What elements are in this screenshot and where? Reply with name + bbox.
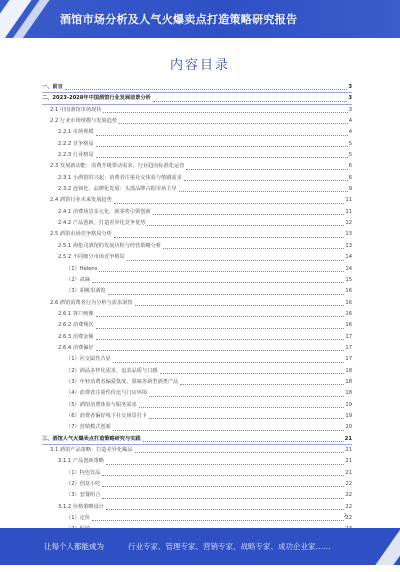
- toc-leader-dots: [96, 157, 348, 158]
- toc-entry-page: 16: [345, 288, 352, 295]
- toc-entry[interactable]: [42, 161, 352, 172]
- toc-entry[interactable]: [42, 456, 352, 467]
- toc-entry-page: 6: [348, 174, 352, 181]
- toc-leader-dots: [143, 441, 344, 442]
- toc-entry-label: （2）贰麻: [66, 276, 91, 283]
- toc-leader-dots: [96, 316, 345, 317]
- toc-leader-dots: [114, 203, 345, 204]
- toc-entry-page: 15: [345, 276, 352, 283]
- toc-entry-page: 18: [345, 390, 352, 397]
- toc-entry-page: 13: [345, 231, 352, 238]
- toc-entry[interactable]: [42, 252, 352, 263]
- toc-entry-page: 21: [344, 435, 352, 442]
- toc-entry-page: 16: [345, 299, 352, 306]
- toc-entry[interactable]: [42, 150, 352, 161]
- toc-entry-page: 17: [345, 344, 352, 351]
- toc-entry-page: 6: [348, 163, 352, 170]
- toc-entry-label: （1）定价: [66, 515, 91, 522]
- toc-entry[interactable]: [42, 320, 352, 331]
- toc-entry-page: 16: [345, 310, 352, 317]
- toc-leader-dots: [113, 362, 345, 363]
- toc-leader-dots: [96, 328, 345, 329]
- toc-entry-label: 2.2.2 竞争格局: [58, 140, 94, 147]
- toc-entry-label: （3）年轻消费者偏爱低度、果味等新型酒类产品: [66, 378, 179, 385]
- toc-entry-page: 22: [345, 492, 352, 499]
- toc-entry-label: 三、酒馆人气火爆卖点打造策略研究与实践: [42, 435, 141, 442]
- toc-entry-page: 3: [348, 95, 352, 102]
- toc-entry-page: 13: [345, 242, 352, 249]
- toc-entry-label: 2.6 酒馆消费者行为分析与需求洞察: [50, 299, 133, 306]
- toc-entry-label: 3.1.2 价格策略设计: [58, 503, 104, 510]
- toc-leader-dots: [180, 384, 344, 385]
- toc-leader-dots: [153, 101, 348, 102]
- toc-leader-dots: [108, 294, 345, 295]
- toc-entry-label: 2.3.2 连锁化、品牌化发展：头部品牌占据市场主导: [58, 186, 177, 193]
- toc-entry-label: 3.1.1 产品创新策略: [58, 458, 104, 465]
- toc-entry-label: （4）消费者注重性价比与门店环境: [66, 390, 148, 397]
- toc-leader-dots: [102, 486, 344, 487]
- toc-entry-page: 21: [345, 458, 352, 465]
- toc-entry-label: 2.6.1 客户画像: [58, 310, 94, 317]
- toc-entry[interactable]: [42, 105, 352, 116]
- toc-entry-label: 2.2.1 市场规模: [58, 129, 94, 136]
- toc-leader-dots: [149, 396, 344, 397]
- toc-entry-label: 2.6.2 消费频次: [58, 322, 94, 329]
- toc-entry-page: 21: [345, 469, 352, 476]
- toc-entry[interactable]: [42, 139, 352, 150]
- toc-entry[interactable]: [42, 354, 352, 365]
- toc-leader-dots: [139, 407, 345, 408]
- toc-entry-label: 2.2 行业市场规模与发展趋势: [50, 118, 117, 125]
- toc-entry-page: 14: [345, 265, 352, 272]
- toc-entry[interactable]: [42, 502, 352, 513]
- toc-entry-label: （2）创意小吃: [66, 481, 101, 488]
- toc-leader-dots: [135, 305, 345, 306]
- toc-leader-dots: [153, 214, 345, 215]
- toc-entry-page: 14: [345, 254, 352, 261]
- toc-entry-label: （3）套餐组合: [66, 492, 101, 499]
- toc-entry[interactable]: [42, 82, 352, 93]
- toc-entry-label: 二、2023-2028年中国酒馆行业发展前景分析: [42, 95, 151, 102]
- toc-entry[interactable]: [42, 286, 352, 297]
- toc-leader-dots: [135, 452, 345, 453]
- toc-entry[interactable]: [42, 195, 352, 206]
- toc-entry-page: 3: [348, 106, 352, 113]
- toc-entry[interactable]: [42, 93, 352, 104]
- toc-entry-page: 19: [345, 401, 352, 408]
- toc-entry-page: 16: [345, 322, 352, 329]
- toc-entry-label: （1）Helens: [66, 265, 98, 272]
- toc-entry-page: 17: [345, 356, 352, 363]
- page-number: 2: [344, 513, 347, 518]
- page-footer: [0, 528, 400, 565]
- toc-entry-page: 21: [345, 447, 352, 453]
- toc-entry[interactable]: [42, 366, 352, 377]
- toc-entry-page: 18: [345, 378, 352, 385]
- toc-leader-dots: [106, 464, 344, 465]
- toc-entry-page: 22: [345, 515, 352, 522]
- toc-entry[interactable]: [42, 490, 352, 501]
- toc-entry[interactable]: [42, 184, 352, 195]
- toc-leader-dots: [103, 112, 347, 113]
- toc-entry-label: 2.1 中国酒馆市场现状: [50, 106, 102, 113]
- toc-leader-dots: [92, 520, 344, 521]
- toc-entry[interactable]: [42, 207, 352, 218]
- toc-entry-label: 2.5.1 海伦司酒馆的发展历程与经营策略分析: [58, 242, 162, 249]
- toc-entry-label: （2）酒品多样化需求，追求品质与口感: [66, 367, 158, 374]
- toc-entry[interactable]: [42, 298, 352, 309]
- toc-entry-label: 2.5 酒馆市场竞争格局分析: [50, 231, 112, 238]
- toc-entry[interactable]: [42, 422, 352, 433]
- toc-leader-dots: [127, 260, 345, 261]
- toc-entry-page: 12: [345, 220, 352, 227]
- toc-entry-label: （1）社交属性凸显: [66, 356, 111, 363]
- toc-leader-dots: [92, 282, 344, 283]
- toc-entry[interactable]: [42, 445, 352, 456]
- toc-entry-page: 5: [348, 140, 352, 147]
- toc-entry[interactable]: [42, 411, 352, 422]
- toc-leader-dots: [160, 373, 345, 374]
- toc-entry-page: 17: [345, 333, 352, 340]
- toc-leader-dots: [96, 350, 345, 351]
- report-title: 酒馆市场分析及人气火爆卖点打造策略研究报告: [60, 13, 298, 26]
- toc-entry-page: 22: [345, 503, 352, 510]
- toc-leader-dots: [102, 498, 344, 499]
- toc-entry-page: 3: [348, 84, 352, 90]
- toc-leader-dots: [184, 180, 348, 181]
- toc-leader-dots: [96, 146, 348, 147]
- toc-leader-dots: [179, 191, 348, 192]
- toc-entry-label: （7）营销模式创新: [66, 424, 111, 431]
- footer-slogan-detail: 行业专家、管理专家、营销专家、战略专家、成功企业家……: [128, 542, 331, 551]
- toc-leader-dots: [186, 169, 347, 170]
- toc-leader-dots: [102, 475, 344, 476]
- footer-slogan: 让每个人都能成为: [44, 542, 104, 551]
- toc-leader-dots: [163, 248, 344, 249]
- toc-entry[interactable]: [42, 229, 352, 240]
- toc-entry[interactable]: [42, 513, 352, 524]
- toc-entry-label: 2.4.1 消费场景多元化，新零售引领创新: [58, 208, 151, 215]
- toc-entry-label: 2.3.1 小酒馆的兴起：消费者注重社交体验与情感需求: [58, 174, 182, 181]
- toc-leader-dots: [119, 123, 348, 124]
- toc-entry[interactable]: [42, 343, 352, 354]
- toc-entry-label: 2.6.4 消费偏好: [58, 344, 94, 351]
- toc-entry-label: （1）特色饮品: [66, 469, 101, 476]
- toc-leader-dots: [149, 418, 344, 419]
- toc-entry-label: （6）消费者偏好线下社交场景打卡: [66, 412, 148, 419]
- toc-entry-page: 18: [345, 367, 352, 374]
- toc-entry-label: （5）酒馆消费体验与服务需求: [66, 401, 137, 408]
- toc-entry-page: 11: [345, 208, 352, 215]
- toc-entry[interactable]: [42, 127, 352, 138]
- toc-leader-dots: [96, 135, 348, 136]
- toc-entry[interactable]: [42, 434, 352, 445]
- toc-leader-dots: [96, 339, 345, 340]
- toc-entry-label: 一、前言: [42, 84, 63, 90]
- toc-entry-label: 2.4.2 产品创新，打造差异化竞争优势: [58, 220, 146, 227]
- toc-entry-label: 2.3 发展新动能：消费升级带动需求，行业趋向标准化运营: [50, 163, 185, 170]
- toc-entry[interactable]: [42, 377, 352, 388]
- page-header: [0, 0, 400, 38]
- toc-entry-label: （3）胡桃里酒馆: [66, 288, 106, 295]
- toc-entry[interactable]: [42, 241, 352, 252]
- toc-entry-page: 4: [348, 129, 352, 136]
- toc-entry[interactable]: [42, 468, 352, 479]
- toc-leader-dots: [114, 237, 345, 238]
- toc-entry[interactable]: [42, 264, 352, 275]
- toc-leader-dots: [147, 225, 344, 226]
- toc-leader-dots: [113, 430, 345, 431]
- table-of-contents: [42, 82, 352, 536]
- toc-entry-page: 4: [348, 118, 352, 125]
- toc-leader-dots: [106, 509, 344, 510]
- toc-entry[interactable]: [42, 332, 352, 343]
- toc-entry[interactable]: [42, 400, 352, 411]
- toc-entry[interactable]: [42, 173, 352, 184]
- toc-entry[interactable]: [42, 388, 352, 399]
- toc-entry-page: 5: [348, 152, 352, 159]
- toc-entry-page: 20: [345, 424, 352, 431]
- toc-entry[interactable]: [42, 479, 352, 490]
- toc-entry[interactable]: [42, 309, 352, 320]
- toc-heading: 内容目录: [169, 58, 230, 73]
- toc-entry[interactable]: [42, 218, 352, 229]
- toc-entry[interactable]: [42, 275, 352, 286]
- toc-entry-page: 9: [348, 186, 352, 193]
- toc-entry-label: 2.2.3 行业格局: [58, 152, 94, 159]
- toc-entry-label: 2.5.2 不同细分市场竞争格局: [58, 254, 125, 261]
- toc-entry-label: 3.1 酒馆产品策略：打造差异化爆品: [50, 447, 133, 453]
- toc-leader-dots: [99, 271, 344, 272]
- toc-entry-page: 11: [345, 197, 352, 204]
- toc-entry[interactable]: [42, 116, 352, 127]
- toc-entry-page: 19: [345, 412, 352, 419]
- toc-entry-label: 2.6.3 消费金额: [58, 333, 94, 340]
- toc-entry-page: 22: [345, 481, 352, 488]
- toc-leader-dots: [65, 89, 348, 90]
- toc-entry-label: 2.4 酒馆行业未来发展趋势: [50, 197, 112, 204]
